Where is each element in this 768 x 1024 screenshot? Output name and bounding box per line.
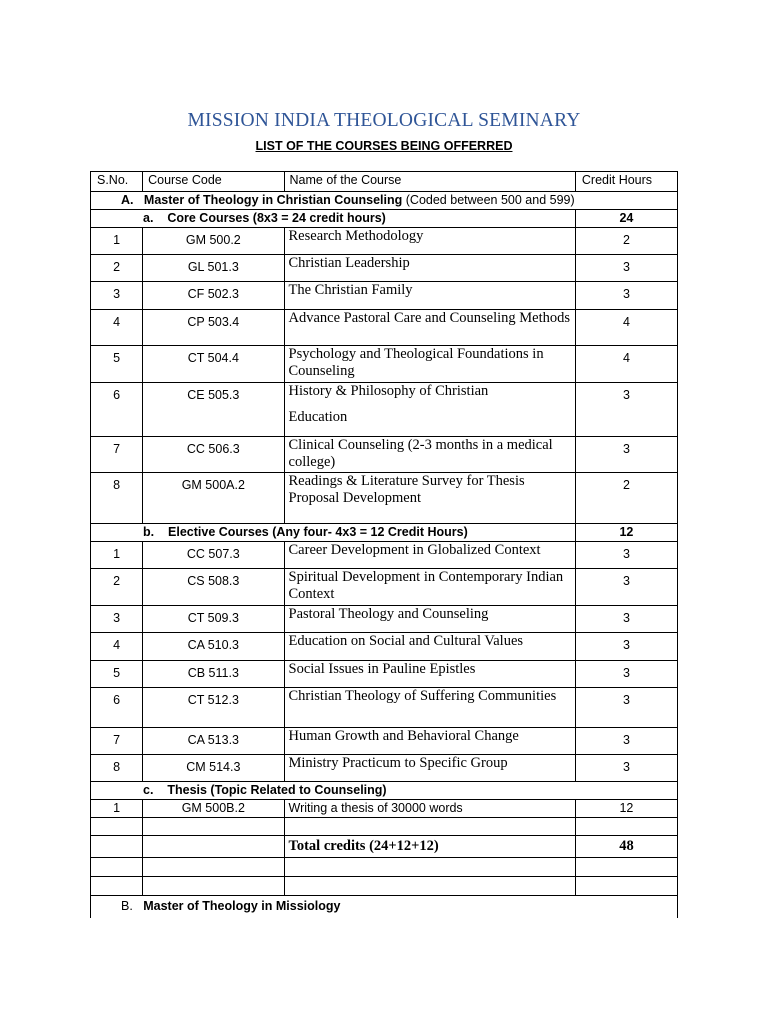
course-code: CT 512.3: [143, 688, 284, 728]
course-credits: 4: [575, 346, 677, 383]
course-name: Spiritual Development in Contemporary Indian Context: [284, 569, 575, 606]
thesis-row: [91, 800, 678, 818]
course-credits: 2: [575, 473, 677, 524]
thesis-name: Writing a thesis of 30000 words: [284, 800, 575, 818]
course-name-line: Education: [288, 409, 348, 425]
course-code: CT 509.3: [143, 606, 284, 633]
course-sno: 8: [91, 473, 143, 524]
course-credits: 3: [575, 437, 677, 473]
course-name: Education on Social and Cultural Values: [284, 633, 575, 661]
course-code: CC 506.3: [143, 437, 284, 473]
thesis-section-row: [91, 782, 678, 800]
course-name: Readings & Literature Survey for Thesis Proposal Development: [284, 473, 575, 524]
course-name: Human Growth and Behavioral Change: [284, 728, 575, 755]
header-code: Course Code: [143, 172, 284, 192]
table-row: [91, 688, 678, 728]
core-label: a.: [143, 211, 154, 225]
course-sno: 4: [91, 633, 143, 661]
thesis-label: c.: [143, 783, 154, 797]
program-a-heading: [91, 192, 678, 210]
course-sno: 3: [91, 282, 143, 310]
course-name: Ministry Practicum to Specific Group: [284, 755, 575, 782]
total-row: [91, 836, 678, 858]
course-name: Research Methodology: [284, 228, 575, 255]
total-label: Total credits (24+12+12): [284, 836, 575, 858]
course-sno: 5: [91, 661, 143, 688]
table-row: [91, 728, 678, 755]
elective-label: b.: [143, 525, 155, 539]
course-code: GM 500.2: [143, 228, 284, 255]
course-sno: 5: [91, 346, 143, 383]
thesis-sno: 1: [91, 800, 143, 818]
course-sno: 1: [91, 542, 143, 569]
document-subtitle: LIST OF THE COURSES BEING OFFERRED: [255, 139, 513, 153]
course-credits: 3: [575, 282, 677, 310]
core-total: 24: [575, 210, 677, 228]
course-code: CB 511.3: [143, 661, 284, 688]
table-row: [91, 383, 678, 437]
course-code: CF 502.3: [143, 282, 284, 310]
course-credits: 3: [575, 728, 677, 755]
course-sno: 7: [91, 728, 143, 755]
table-row: [91, 437, 678, 473]
program-a-title: Master of Theology in Christian Counseling: [143, 193, 403, 207]
program-a-note: (Coded between 500 and 599): [405, 193, 575, 207]
table-row: [91, 755, 678, 782]
header-credits: Credit Hours: [575, 172, 677, 192]
elective-total: 12: [575, 524, 677, 542]
course-sno: 2: [91, 255, 143, 282]
course-code: CT 504.4: [143, 346, 284, 383]
course-name: Advance Pastoral Care and Counseling Methods: [284, 310, 575, 346]
core-heading: [91, 210, 576, 228]
course-credits: 4: [575, 310, 677, 346]
course-sno: 8: [91, 755, 143, 782]
program-b-row: [91, 896, 678, 918]
thesis-code: GM 500B.2: [143, 800, 284, 818]
table-header-row: [91, 172, 678, 192]
core-section-row: [91, 210, 678, 228]
elective-heading: [91, 524, 576, 542]
course-credits: 2: [575, 228, 677, 255]
course-sno: 7: [91, 437, 143, 473]
program-b-title: Master of Theology in Missiology: [143, 899, 341, 914]
course-code: CE 505.3: [143, 383, 284, 437]
course-credits: 3: [575, 542, 677, 569]
course-sno: 4: [91, 310, 143, 346]
total-value: 48: [575, 836, 677, 858]
course-name: [284, 383, 575, 437]
course-code: CA 510.3: [143, 633, 284, 661]
empty-row: [91, 858, 678, 877]
program-b-label: B.: [121, 899, 133, 914]
table-row: [91, 569, 678, 606]
course-name: The Christian Family: [284, 282, 575, 310]
course-sno: 1: [91, 228, 143, 255]
elective-title: Elective Courses (Any four- 4x3 = 12 Credit Hours): [168, 525, 468, 539]
empty-row: [91, 818, 678, 836]
course-name: Christian Theology of Suffering Communities: [284, 688, 575, 728]
course-sno: 6: [91, 688, 143, 728]
document-title: MISSION INDIA THEOLOGICAL SEMINARY: [187, 110, 581, 131]
header-sno: S.No.: [91, 172, 143, 192]
course-credits: 3: [575, 755, 677, 782]
table-row: [91, 346, 678, 383]
course-credits: 3: [575, 688, 677, 728]
course-credits: 3: [575, 383, 677, 437]
table-row: [91, 661, 678, 688]
course-code: CC 507.3: [143, 542, 284, 569]
course-name: Christian Leadership: [284, 255, 575, 282]
table-row: [91, 473, 678, 524]
course-name: Psychology and Theological Foundations in Counseling: [284, 346, 575, 383]
program-a-label: A.: [121, 193, 134, 207]
course-name: Clinical Counseling (2-3 months in a medical college): [284, 437, 575, 473]
course-name-line: History & Philosophy of Christian: [288, 383, 489, 399]
table-row: [91, 282, 678, 310]
course-code: CA 513.3: [143, 728, 284, 755]
program-b-heading: [91, 896, 678, 918]
elective-courses: [91, 542, 678, 782]
course-table: [90, 171, 678, 918]
course-credits: 3: [575, 255, 677, 282]
table-row: [91, 228, 678, 255]
course-credits: 3: [575, 661, 677, 688]
table-row: [91, 633, 678, 661]
core-courses: [91, 228, 678, 524]
course-name: Career Development in Globalized Context: [284, 542, 575, 569]
header-name: Name of the Course: [284, 172, 575, 192]
course-name: Pastoral Theology and Counseling: [284, 606, 575, 633]
course-code: CM 514.3: [143, 755, 284, 782]
course-credits: 3: [575, 633, 677, 661]
table-row: [91, 310, 678, 346]
course-code: CP 503.4: [143, 310, 284, 346]
thesis-credits: 12: [575, 800, 677, 818]
table-row: [91, 542, 678, 569]
course-code: GM 500A.2: [143, 473, 284, 524]
course-credits: 3: [575, 606, 677, 633]
course-sno: 3: [91, 606, 143, 633]
course-code: CS 508.3: [143, 569, 284, 606]
course-sno: 6: [91, 383, 143, 437]
table-row: [91, 606, 678, 633]
course-name: Social Issues in Pauline Epistles: [284, 661, 575, 688]
elective-section-row: [91, 524, 678, 542]
course-code: GL 501.3: [143, 255, 284, 282]
empty-row: [91, 877, 678, 896]
thesis-heading: [91, 782, 678, 800]
course-credits: 3: [575, 569, 677, 606]
thesis-title: Thesis (Topic Related to Counseling): [167, 783, 387, 797]
course-sno: 2: [91, 569, 143, 606]
table-row: [91, 255, 678, 282]
core-title: Core Courses (8x3 = 24 credit hours): [167, 211, 386, 225]
program-a-row: [91, 192, 678, 210]
